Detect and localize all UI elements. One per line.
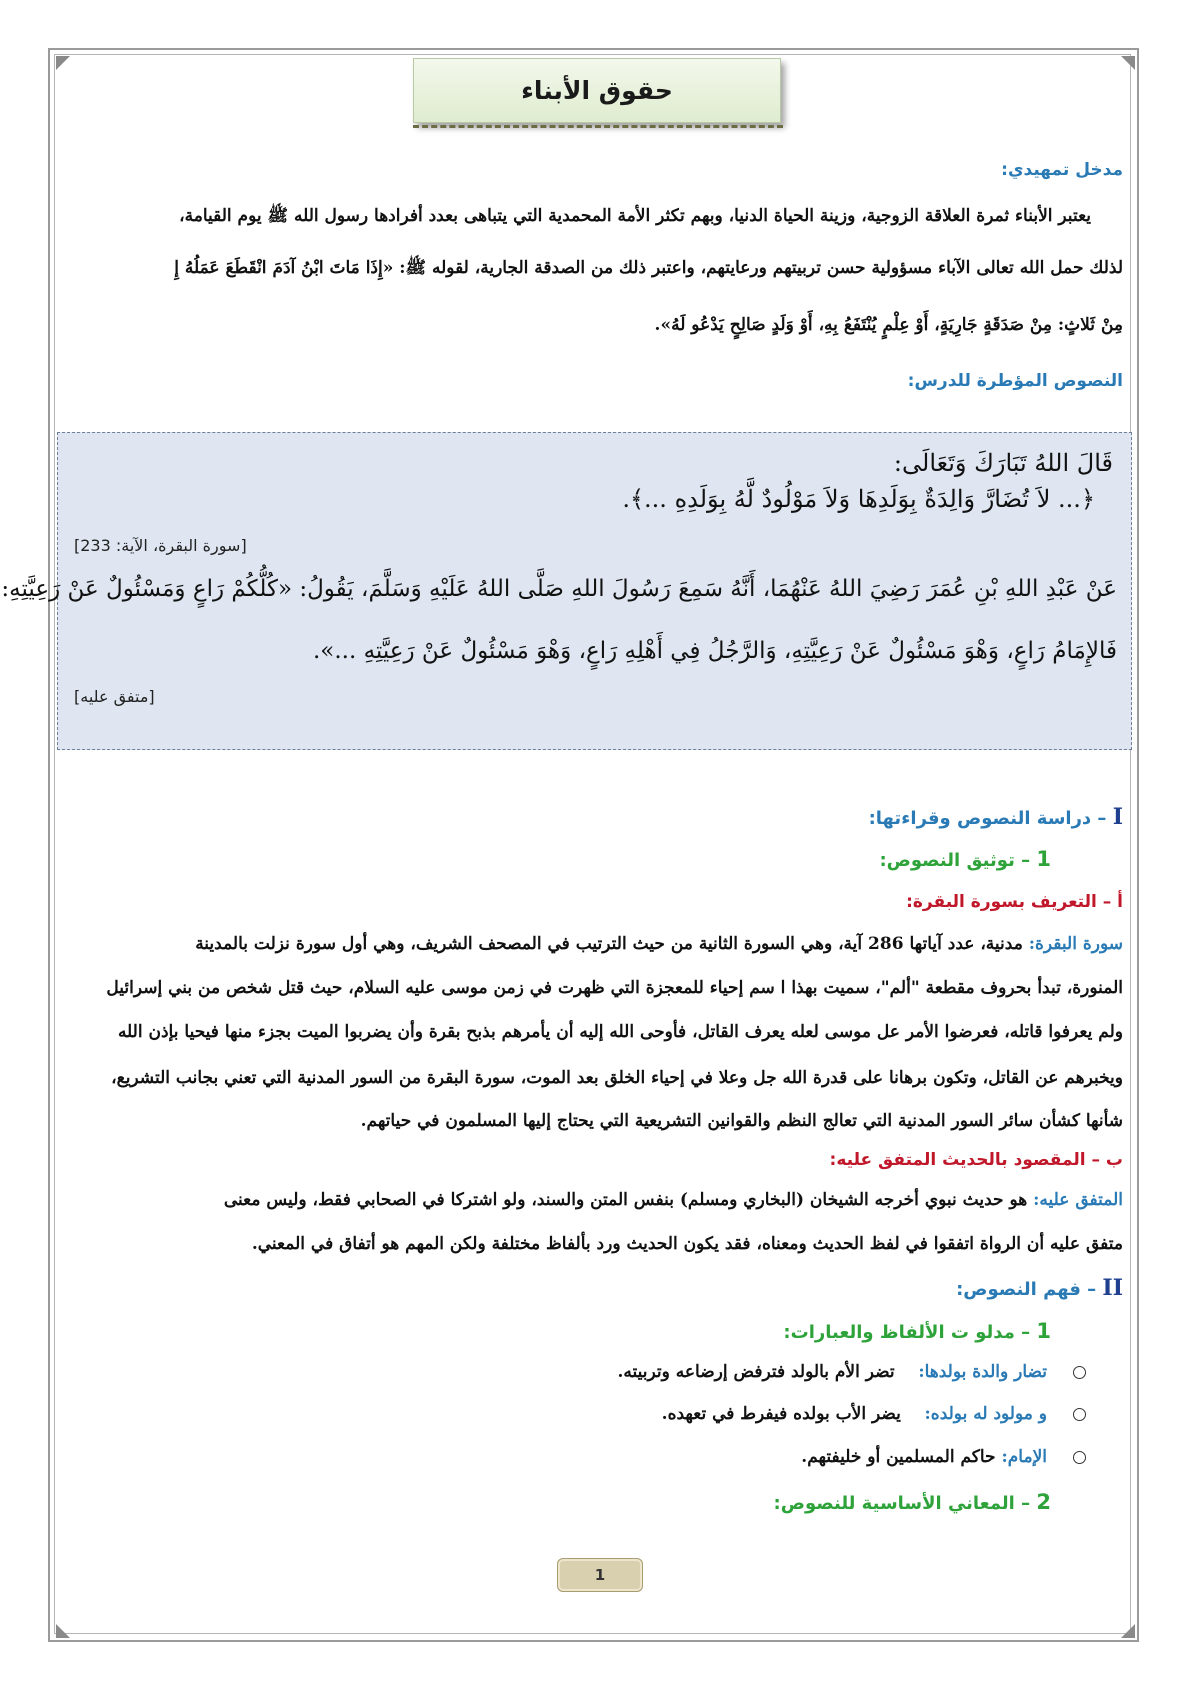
bullet-circle-icon [1073,1366,1086,1379]
surah-definition-heading: أ – التعريف بسورة البقرة: [906,892,1123,912]
surah-paragraph-line-4: ويخبرهم عن القاتل، وتكون برهانا على قدرة الله جل وعلا في إحياء الخلق بعد الموت، سورة البقرة من السور المدنية التي تعني بجانب التشريع، [111,1068,1123,1088]
agreed-label: المتفق عليه: [1033,1190,1123,1210]
lesson-title-box [413,58,781,123]
verse-reference: [سورة البقرة، الآية: 233] [74,536,247,555]
vocab-item [60,1447,1086,1467]
framed-texts-box [1,432,1132,750]
surah-text-1: مدنية، عدد آياتها 286 آية، وهي السورة الثانية من حيث الترتيب في المصحف الشريف، وهي أول سورة نزلت بالمدينة [195,934,1029,954]
bullet-circle-icon [1073,1451,1086,1464]
corner-ornament [1121,1624,1135,1638]
subsection-2-2-heading [60,1490,1051,1514]
subsection-2-1-heading [60,1319,1051,1343]
vocab-definition: تضر الأم بالولد فترفض إرضاعه وتربيته. [617,1362,895,1382]
verse-intro: قَالَ اللهُ تَبَارَكَ وَتَعَالَى: [893,449,1113,477]
surah-paragraph-line-2: المنورة، تبدأ بحروف مقطعة "ألم"، سميت بهذا ا سم إحياء للمعجزة التي ظهرت في زمن موسى عليه السلام، حيث قتل شخص من بني إسرائيل [106,978,1123,998]
page-number: 1 [557,1558,643,1592]
corner-ornament [56,1624,70,1638]
subsection-1-1-label: – توثيق النصوص: [879,850,1037,871]
vocab-definition: حاكم المسلمين أو خليفتهم. [801,1447,996,1467]
hadith-line-1: عَنْ عَبْدِ اللهِ بْنِ عُمَرَ رَضِيَ اللهُ عَنْهُمَا، أَنَّهُ سَمِعَ رَسُولَ اللهِ صَلَّى اللهُ عَلَيْهِ وَسَلَّمَ، يَقُولُ: «كُلُّكُمْ رَاعٍ وَمَسْئُولٌ عَنْ رَعِيَّتِهِ: [1,576,1117,602]
section-2-label: – فهم النصوص: [956,1279,1103,1300]
bullet-circle-icon [1073,1408,1086,1421]
agreed-paragraph-line-1 [60,1190,1123,1210]
intro-line-1: يعتبر الأبناء ثمرة العلاقة الزوجية، وزينة الحياة الدنيا، وبهم تكثر الأمة المحمدية التي يتباهى بعدد أفرادها رسول الله ﷺ يوم القيامة، [179,206,1091,226]
subsection-2-2-label: – المعاني الأساسية للنصوص: [773,1493,1037,1514]
section-1-heading [60,804,1123,830]
vocab-term: تضار والدة بولدها: [918,1362,1047,1382]
vocab-item [60,1362,1086,1382]
quran-verse: ﴿... لاَ تُضَارَّ وَالِدَةٌ بِوَلَدِهَا وَلاَ مَوْلُودٌ لَّهُ بِوَلَدِهِ ...﴾. [622,485,1095,513]
surah-paragraph-line-5: شأنها كشأن سائر السور المدنية التي تعالج النظم والقوانين التشريعية التي يحتاج إليها المسلمون في حياتهم. [360,1111,1123,1131]
subsection-1-1-number: 1 [1036,847,1051,871]
agreed-hadith-heading: ب – المقصود بالحديث المتفق عليه: [829,1150,1123,1170]
section-2-heading [60,1275,1123,1301]
title-underline [413,125,783,128]
intro-heading: مدخل تمهيدي: [1001,160,1123,180]
hadith-reference: [متفق عليه] [74,687,155,706]
surah-paragraph-line-1 [60,934,1123,954]
section-1-label: – دراسة النصوص وقراءتها: [868,808,1113,829]
subsection-2-2-number: 2 [1036,1490,1051,1514]
subsection-2-1-number: 1 [1036,1319,1051,1343]
lesson-title: حقوق الأبناء [521,76,673,105]
intro-line-2: لذلك حمل الله تعالى الآباء مسؤولية حسن تربيتهم ورعايتهم، واعتبر ذلك من الصدقة الجارية، لقوله ﷺ: «إِذَا مَاتَ ابْنُ آدَمَ انْقَطَعَ عَمَلُهُ إِ [174,258,1123,278]
section-1-number: I [1112,804,1123,830]
page-frame-inner [1,54,1131,1634]
surah-label: سورة البقرة: [1028,934,1123,954]
intro-line-3: مِنْ ثَلاثٍ: مِنْ صَدَقَةٍ جَارِيَةٍ، أَوْ عِلْمٍ يُنْتَفَعُ بِهِ، أَوْ وَلَدٍ صَالِحٍ يَدْعُو لَهُ». [654,315,1123,335]
hadith-line-2: فَالإِمَامُ رَاعٍ، وَهْوَ مَسْئُولٌ عَنْ رَعِيَّتِهِ، وَالرَّجُلُ فِي أَهْلِهِ رَاعٍ، وَهْوَ مَسْئُولٌ عَنْ رَعِيَّتِهِ ...». [312,638,1117,664]
corner-ornament [1121,56,1135,70]
texts-heading: النصوص المؤطرة للدرس: [907,371,1123,391]
surah-paragraph-line-3: ولم يعرفوا قاتله، فعرضوا الأمر عل موسى لعله يعرف القاتل، فأوحى الله إليه أن يأمرهم بذبح بقرة وأن يضربوا الميت بجزء منها فيحيا بإذن الله [117,1022,1123,1042]
vocab-term: و مولود له بولده: [924,1404,1047,1424]
vocab-item [60,1404,1086,1424]
agreed-paragraph-line-2: متفق عليه أن الرواة اتفقوا في لفظ الحديث ومعناه، فقد يكون الحديث ورد بألفاظ مختلفة ولكن المهم هو أتفاق في المعني. [251,1234,1123,1254]
vocab-definition: يضر الأب بولده فيفرط في تعهده. [661,1404,901,1424]
subsection-1-1-heading [60,847,1051,871]
agreed-text-1: هو حديث نبوي أخرجه الشيخان (البخاري ومسلم) بنفس المتن والسند، ولو اشتركا في الصحابي فقط، وليس معنى [223,1190,1034,1210]
section-2-number: II [1102,1275,1123,1301]
vocab-term: الإمام: [1001,1447,1047,1467]
corner-ornament [56,56,70,70]
subsection-2-1-label: – مدلو ت الألفاظ والعبارات: [783,1322,1037,1343]
